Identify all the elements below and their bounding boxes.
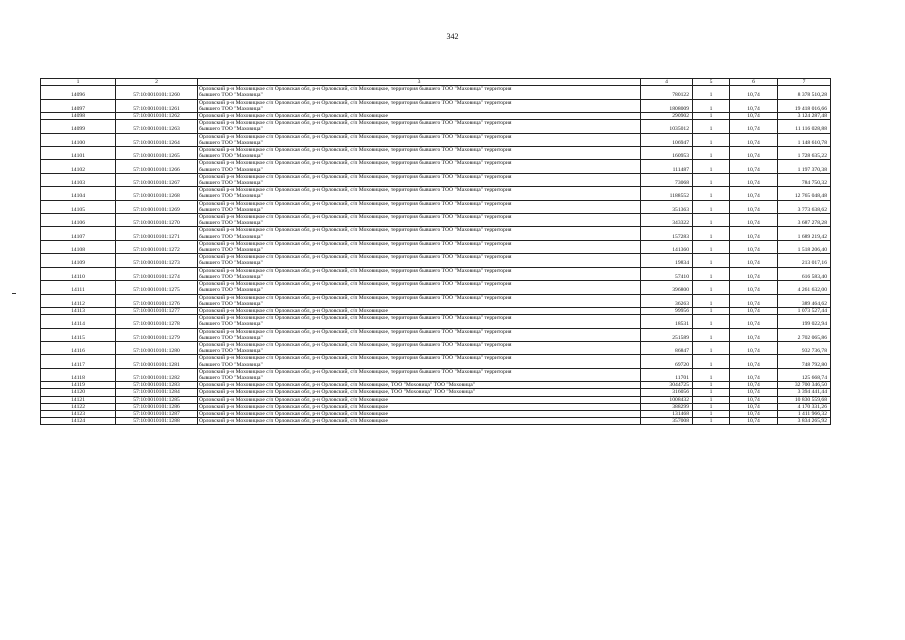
cadastral-value: 199 022,94: [778, 315, 831, 328]
rate-value: 10,74: [730, 254, 778, 267]
cadastral-value: 19 418 016,66: [778, 99, 831, 112]
coefficient-value: 1: [693, 267, 730, 280]
cadastral-value: 3 124 287,48: [778, 113, 831, 120]
table-row: [41, 389, 831, 396]
address-line-2: Орловский р-н Моховицкое с/п Орловская обл, р-н Орловский, с/п Моховицкое: [199, 418, 389, 425]
coefficient-value: 1: [693, 418, 730, 425]
address-line-2: бывшего ТОО "Маховица": [199, 193, 263, 200]
address-description: [198, 403, 641, 410]
cadastral-value: 3 834 265,92: [778, 418, 831, 425]
table-row: [41, 355, 831, 368]
address-line-1: Орловский р-н Моховицкое с/п Орловская обл, р-н Орловский, с/п Моховицкое, территория бывшего ТОО "Маховица" территория: [199, 120, 512, 127]
address-line-2: бывшего ТОО "Маховица": [199, 220, 263, 227]
address-line-2: бывшего ТОО "Маховица": [199, 92, 263, 99]
rate-value: 10,74: [730, 396, 778, 403]
row-number: 14117: [41, 355, 116, 368]
area-value: 1808009: [641, 99, 693, 112]
address-description: [198, 341, 641, 354]
area-value: 18531: [641, 315, 693, 328]
address-description: [198, 214, 641, 227]
table-row: [41, 133, 831, 146]
row-number: 14105: [41, 200, 116, 213]
row-number: 14099: [41, 120, 116, 133]
address-line-2: Орловский р-н Моховицкое с/п Орловская обл, р-н Орловский, с/п Моховицкое: [199, 396, 389, 403]
address-line-1: Орловский р-н Моховицкое с/п Орловская обл, р-н Орловский, с/п Моховицкое, территория бывшего ТОО "Маховица" территория: [199, 328, 512, 335]
cadastral-number: 57:10:0010101:1260: [116, 86, 198, 99]
address-description: [198, 173, 641, 186]
rate-value: 10,74: [730, 307, 778, 314]
table-row: [41, 240, 831, 253]
area-value: 351363: [641, 200, 693, 213]
address-description: [198, 113, 641, 120]
table-row: [41, 160, 831, 173]
cadastral-value: 932 736,78: [778, 341, 831, 354]
row-number: 14109: [41, 254, 116, 267]
address-line-1: Орловский р-н Моховицкое с/п Орловская обл, р-н Орловский, с/п Моховицкое, территория бывшего ТОО "Маховица" территория: [199, 187, 512, 194]
cadastral-value: 1 689 219,42: [778, 227, 831, 240]
row-number: 14123: [41, 410, 116, 417]
table-row: [41, 315, 831, 328]
address-line-2: бывшего ТОО "Маховица": [199, 206, 263, 213]
cadastral-table-container: [40, 78, 830, 425]
address-line-2: бывшего ТОО "Маховица": [199, 334, 263, 341]
address-line-2: бывшего ТОО "Маховица": [199, 180, 263, 187]
coefficient-value: 1: [693, 396, 730, 403]
cadastral-value: 1 197 370,38: [778, 160, 831, 173]
area-value: 1008432: [641, 396, 693, 403]
area-value: 160953: [641, 147, 693, 160]
row-number: 14096: [41, 86, 116, 99]
row-number: 14101: [41, 147, 116, 160]
coefficient-value: 1: [693, 389, 730, 396]
table-row: [41, 86, 831, 99]
address-line-2: бывшего ТОО "Маховица": [199, 273, 263, 280]
rate-value: 10,74: [730, 315, 778, 328]
rate-value: 10,74: [730, 267, 778, 280]
rate-value: 10,74: [730, 328, 778, 341]
rate-value: 10,74: [730, 418, 778, 425]
table-row: [41, 227, 831, 240]
row-number: 14100: [41, 133, 116, 146]
address-description: [198, 133, 641, 146]
address-description: [198, 240, 641, 253]
table-row: [41, 307, 831, 314]
table-row: [41, 368, 831, 381]
address-description: [198, 160, 641, 173]
coefficient-value: 1: [693, 214, 730, 227]
area-value: 316056: [641, 389, 693, 396]
rate-value: 10,74: [730, 173, 778, 186]
address-description: [198, 410, 641, 417]
address-description: [198, 267, 641, 280]
cadastral-value: 1 518 206,40: [778, 240, 831, 253]
address-description: [198, 418, 641, 425]
address-line-1: Орловский р-н Моховицкое с/п Орловская обл, р-н Орловский, с/п Моховицкое, территория бывшего ТОО "Маховица" территория: [199, 160, 512, 167]
area-value: 343322: [641, 214, 693, 227]
cadastral-value: 1 148 610,78: [778, 133, 831, 146]
rate-value: 10,74: [730, 120, 778, 133]
table-row: [41, 120, 831, 133]
area-value: 36263: [641, 294, 693, 307]
address-line-2: Орловский р-н Моховицкое с/п Орловская обл, р-н Орловский, с/п Моховицкое: [199, 403, 389, 410]
address-line-1: Орловский р-н Моховицкое с/п Орловская обл, р-н Орловский, с/п Моховицкое, территория бывшего ТОО "Маховица" территория: [199, 254, 512, 261]
address-line-1: Орловский р-н Моховицкое с/п Орловская обл, р-н Орловский, с/п Моховицкое, территория бывшего ТОО "Маховица" территория: [199, 133, 512, 140]
table-row: [41, 173, 831, 186]
cadastral-number: 57:10:0010101:1262: [116, 113, 198, 120]
coefficient-value: 1: [693, 200, 730, 213]
cadastral-value: 4 170 331,26: [778, 403, 831, 410]
coefficient-value: 1: [693, 227, 730, 240]
rate-value: 10,74: [730, 389, 778, 396]
table-row: [41, 113, 831, 120]
cadastral-number: 57:10:0010101:1285: [116, 396, 198, 403]
row-number: 14114: [41, 315, 116, 328]
table-row: [41, 328, 831, 341]
cadastral-value: 11 116 028,88: [778, 120, 831, 133]
address-line-2: бывшего ТОО "Маховица": [199, 139, 263, 146]
table-row: [41, 267, 831, 280]
coefficient-value: 1: [693, 113, 730, 120]
area-value: 3044725: [641, 382, 693, 389]
cadastral-value: 4 261 632,00: [778, 281, 831, 294]
coefficient-value: 1: [693, 99, 730, 112]
rate-value: 10,74: [730, 187, 778, 200]
area-value: 11701: [641, 368, 693, 381]
table-row: [41, 254, 831, 267]
table-row: [41, 418, 831, 425]
row-number: 14115: [41, 328, 116, 341]
cadastral-number: 57:10:0010101:1268: [116, 187, 198, 200]
cadastral-number: 57:10:0010101:1272: [116, 240, 198, 253]
row-number: 14097: [41, 99, 116, 112]
row-number: 14106: [41, 214, 116, 227]
address-line-2: Орловский р-н Моховицкое с/п Орловская обл, р-н Орловский, с/п Моховицкое, ТОО "Моховица" ТОО "Моховица": [199, 389, 475, 396]
cadastral-number: 57:10:0010101:1279: [116, 328, 198, 341]
cadastral-number: 57:10:0010101:1266: [116, 160, 198, 173]
area-value: 396800: [641, 281, 693, 294]
address-description: [198, 389, 641, 396]
address-description: [198, 147, 641, 160]
address-description: [198, 382, 641, 389]
col-header-5: 5: [693, 79, 730, 86]
address-line-1: Орловский р-н Моховицкое с/п Орловская обл, р-н Орловский, с/п Моховицкое, территория бывшего ТОО "Маховица" территория: [199, 86, 512, 93]
address-description: [198, 187, 641, 200]
address-line-2: бывшего ТОО "Маховица": [199, 260, 263, 267]
table-row: [41, 200, 831, 213]
address-description: [198, 227, 641, 240]
cadastral-number: 57:10:0010101:1265: [116, 147, 198, 160]
cadastral-value: 748 792,80: [778, 355, 831, 368]
address-line-1: Орловский р-н Моховицкое с/п Орловская обл, р-н Орловский, с/п Моховицкое, территория бывшего ТОО "Маховица" территория: [199, 341, 512, 348]
address-line-1: Орловский р-н Моховицкое с/п Орловская обл, р-н Орловский, с/п Моховицкое, территория бывшего ТОО "Маховица" территория: [199, 355, 512, 362]
coefficient-value: 1: [693, 187, 730, 200]
row-number: 14119: [41, 382, 116, 389]
address-line-2: бывшего ТОО "Маховица": [199, 233, 263, 240]
rate-value: 10,74: [730, 99, 778, 112]
address-line-2: бывшего ТОО "Маховица": [199, 247, 263, 254]
row-number: 14098: [41, 113, 116, 120]
coefficient-value: 1: [693, 281, 730, 294]
row-number: 14104: [41, 187, 116, 200]
address-line-1: Орловский р-н Моховицкое с/п Орловская обл, р-н Орловский, с/п Моховицкое, территория бывшего ТОО "Маховица" территория: [199, 227, 512, 234]
table-row: [41, 99, 831, 112]
coefficient-value: 1: [693, 86, 730, 99]
table-row: [41, 396, 831, 403]
coefficient-value: 1: [693, 120, 730, 133]
area-value: 780122: [641, 86, 693, 99]
address-line-1: Орловский р-н Моховицкое с/п Орловская обл, р-н Орловский, с/п Моховицкое, территория бывшего ТОО "Маховица" территория: [199, 240, 512, 247]
table-row: [41, 403, 831, 410]
row-number: 14110: [41, 267, 116, 280]
rate-value: 10,74: [730, 160, 778, 173]
area-value: 1188552: [641, 187, 693, 200]
address-line-2: Орловский р-н Моховицкое с/п Орловская обл, р-н Орловский, с/п Моховицкое, ТОО "Моховица" ТОО "Моховица": [199, 382, 475, 389]
cadastral-number: 57:10:0010101:1288: [116, 418, 198, 425]
area-value: 1035012: [641, 120, 693, 133]
cadastral-value: 3 773 638,62: [778, 200, 831, 213]
area-value: 251589: [641, 328, 693, 341]
col-header-7: 7: [778, 79, 831, 86]
row-number: 14103: [41, 173, 116, 186]
area-value: 73068: [641, 173, 693, 186]
col-header-6: 6: [730, 79, 778, 86]
rate-value: 10,74: [730, 410, 778, 417]
address-description: [198, 396, 641, 403]
address-line-1: Орловский р-н Моховицкое с/п Орловская обл, р-н Орловский, с/п Моховицкое, территория бывшего ТОО "Маховица" территория: [199, 200, 512, 207]
cadastral-number: 57:10:0010101:1277: [116, 307, 198, 314]
address-line-2: бывшего ТОО "Маховица": [199, 105, 263, 112]
cadastral-value: 213 017,16: [778, 254, 831, 267]
address-line-1: Орловский р-н Моховицкое с/п Орловская обл, р-н Орловский, с/п Моховицкое, территория бывшего ТОО "Маховица" территория: [199, 173, 512, 180]
rate-value: 10,74: [730, 355, 778, 368]
cadastral-value: 1 073 527,44: [778, 307, 831, 314]
cadastral-number: 57:10:0010101:1274: [116, 267, 198, 280]
cadastral-number: 57:10:0010101:1283: [116, 382, 198, 389]
table-row: [41, 294, 831, 307]
row-number: 14107: [41, 227, 116, 240]
rate-value: 10,74: [730, 133, 778, 146]
address-line-2: бывшего ТОО "Маховица": [199, 348, 263, 355]
coefficient-value: 1: [693, 315, 730, 328]
cadastral-number: 57:10:0010101:1286: [116, 403, 198, 410]
cadastral-value: 3 687 278,28: [778, 214, 831, 227]
area-value: 106947: [641, 133, 693, 146]
coefficient-value: 1: [693, 328, 730, 341]
address-line-2: бывшего ТОО "Маховица": [199, 374, 263, 381]
cadastral-table: [40, 78, 831, 425]
address-line-1: Орловский р-н Моховицкое с/п Орловская обл, р-н Орловский, с/п Моховицкое, территория бывшего ТОО "Маховица" территория: [199, 99, 512, 106]
address-line-2: Орловский р-н Моховицкое с/п Орловская обл, р-н Орловский, с/п Моховицкое: [199, 307, 389, 314]
coefficient-value: 1: [693, 254, 730, 267]
table-row: [41, 187, 831, 200]
area-value: 99956: [641, 307, 693, 314]
address-line-1: Орловский р-н Моховицкое с/п Орловская обл, р-н Орловский, с/п Моховицкое, территория бывшего ТОО "Маховица" территория: [199, 214, 512, 221]
rate-value: 10,74: [730, 214, 778, 227]
address-line-2: бывшего ТОО "Маховица": [199, 126, 263, 133]
area-value: 141360: [641, 240, 693, 253]
row-number: 14121: [41, 396, 116, 403]
col-header-3: 3: [198, 79, 641, 86]
row-number: 14113: [41, 307, 116, 314]
margin-mark: [12, 293, 16, 294]
row-number: 14111: [41, 281, 116, 294]
address-description: [198, 86, 641, 99]
coefficient-value: 1: [693, 147, 730, 160]
row-number: 14118: [41, 368, 116, 381]
address-description: [198, 254, 641, 267]
cadastral-value: 2 702 065,86: [778, 328, 831, 341]
row-number: 14112: [41, 294, 116, 307]
coefficient-value: 1: [693, 294, 730, 307]
cadastral-number: 57:10:0010101:1264: [116, 133, 198, 146]
table-row: [41, 341, 831, 354]
address-description: [198, 120, 641, 133]
cadastral-number: 57:10:0010101:1263: [116, 120, 198, 133]
area-value: 86847: [641, 341, 693, 354]
rate-value: 10,74: [730, 281, 778, 294]
address-description: [198, 99, 641, 112]
cadastral-value: 389 464,62: [778, 294, 831, 307]
cadastral-number: 57:10:0010101:1278: [116, 315, 198, 328]
cadastral-number: 57:10:0010101:1276: [116, 294, 198, 307]
cadastral-value: 12 765 048,48: [778, 187, 831, 200]
cadastral-value: 616 583,40: [778, 267, 831, 280]
address-description: [198, 200, 641, 213]
address-description: [198, 315, 641, 328]
area-value: 388299: [641, 403, 693, 410]
area-value: 131468: [641, 410, 693, 417]
area-value: 69720: [641, 355, 693, 368]
cadastral-value: 10 830 559,68: [778, 396, 831, 403]
cadastral-value: 784 750,32: [778, 173, 831, 186]
address-line-1: Орловский р-н Моховицкое с/п Орловская обл, р-н Орловский, с/п Моховицкое, территория бывшего ТОО "Маховица" территория: [199, 267, 512, 274]
cadastral-number: 57:10:0010101:1261: [116, 99, 198, 112]
address-line-1: Орловский р-н Моховицкое с/п Орловская обл, р-н Орловский, с/п Моховицкое, территория бывшего ТОО "Маховица" территория: [199, 294, 512, 301]
coefficient-value: 1: [693, 355, 730, 368]
page-number: 342: [446, 32, 459, 41]
col-header-4: 4: [641, 79, 693, 86]
col-header-2: 2: [116, 79, 198, 86]
area-value: 290902: [641, 113, 693, 120]
area-value: 19834: [641, 254, 693, 267]
rate-value: 10,74: [730, 382, 778, 389]
rate-value: 10,74: [730, 147, 778, 160]
address-line-1: Орловский р-н Моховицкое с/п Орловская обл, р-н Орловский, с/п Моховицкое, территория бывшего ТОО "Маховица" территория: [199, 368, 512, 375]
area-value: 57410: [641, 267, 693, 280]
address-description: [198, 368, 641, 381]
rate-value: 10,74: [730, 227, 778, 240]
table-row: [41, 281, 831, 294]
table-row: [41, 214, 831, 227]
cadastral-value: 8 378 510,28: [778, 86, 831, 99]
address-line-1: Орловский р-н Моховицкое с/п Орловская обл, р-н Орловский, с/п Моховицкое, территория бывшего ТОО "Маховица" территория: [199, 281, 512, 288]
header-row: [41, 79, 831, 86]
coefficient-value: 1: [693, 382, 730, 389]
table-body: [41, 86, 831, 425]
address-line-2: бывшего ТОО "Маховица": [199, 287, 263, 294]
address-description: [198, 355, 641, 368]
rate-value: 10,74: [730, 403, 778, 410]
cadastral-number: 57:10:0010101:1281: [116, 355, 198, 368]
coefficient-value: 1: [693, 368, 730, 381]
coefficient-value: 1: [693, 173, 730, 186]
cadastral-number: 57:10:0010101:1280: [116, 341, 198, 354]
address-description: [198, 328, 641, 341]
address-line-2: Орловский р-н Моховицкое с/п Орловская обл, р-н Орловский, с/п Моховицкое: [199, 410, 389, 417]
coefficient-value: 1: [693, 341, 730, 354]
table-row: [41, 147, 831, 160]
table-row: [41, 410, 831, 417]
cadastral-value: 32 700 346,50: [778, 382, 831, 389]
cadastral-value: 1 411 966,32: [778, 410, 831, 417]
address-description: [198, 281, 641, 294]
coefficient-value: 1: [693, 410, 730, 417]
rate-value: 10,74: [730, 341, 778, 354]
col-header-1: 1: [41, 79, 116, 86]
coefficient-value: 1: [693, 133, 730, 146]
cadastral-number: 57:10:0010101:1273: [116, 254, 198, 267]
row-number: 14120: [41, 389, 116, 396]
rate-value: 10,74: [730, 113, 778, 120]
address-description: [198, 294, 641, 307]
cadastral-value: 3 394 441,44: [778, 389, 831, 396]
table-row: [41, 382, 831, 389]
row-number: 14102: [41, 160, 116, 173]
cadastral-number: 57:10:0010101:1275: [116, 281, 198, 294]
address-line-1: Орловский р-н Моховицкое с/п Орловская обл, р-н Орловский, с/п Моховицкое, территория бывшего ТОО "Маховица" территория: [199, 147, 512, 154]
cadastral-number: 57:10:0010101:1284: [116, 389, 198, 396]
row-number: 14108: [41, 240, 116, 253]
cadastral-value: 1 728 635,22: [778, 147, 831, 160]
cadastral-number: 57:10:0010101:1287: [116, 410, 198, 417]
coefficient-value: 1: [693, 240, 730, 253]
cadastral-number: 57:10:0010101:1271: [116, 227, 198, 240]
rate-value: 10,74: [730, 86, 778, 99]
address-line-2: бывшего ТОО "Маховица": [199, 361, 263, 368]
row-number: 14124: [41, 418, 116, 425]
rate-value: 10,74: [730, 368, 778, 381]
coefficient-value: 1: [693, 160, 730, 173]
cadastral-value: 125 668,74: [778, 368, 831, 381]
row-number: 14116: [41, 341, 116, 354]
rate-value: 10,74: [730, 294, 778, 307]
coefficient-value: 1: [693, 403, 730, 410]
area-value: 157283: [641, 227, 693, 240]
rate-value: 10,74: [730, 240, 778, 253]
rate-value: 10,74: [730, 200, 778, 213]
area-value: 111487: [641, 160, 693, 173]
coefficient-value: 1: [693, 307, 730, 314]
address-line-2: Орловский р-н Моховицкое с/п Орловская обл, р-н Орловский, с/п Моховицкое: [199, 113, 389, 120]
cadastral-number: 57:10:0010101:1282: [116, 368, 198, 381]
address-line-2: бывшего ТОО "Маховица": [199, 153, 263, 160]
cadastral-number: 57:10:0010101:1270: [116, 214, 198, 227]
address-line-1: Орловский р-н Моховицкое с/п Орловская обл, р-н Орловский, с/п Моховицкое, территория бывшего ТОО "Маховица" территория: [199, 315, 512, 322]
address-line-2: бывшего ТОО "Маховица": [199, 166, 263, 173]
area-value: 357008: [641, 418, 693, 425]
cadastral-number: 57:10:0010101:1267: [116, 173, 198, 186]
address-description: [198, 307, 641, 314]
row-number: 14122: [41, 403, 116, 410]
cadastral-number: 57:10:0010101:1269: [116, 200, 198, 213]
address-line-2: бывшего ТОО "Маховица": [199, 300, 263, 307]
address-line-2: бывшего ТОО "Маховица": [199, 321, 263, 328]
